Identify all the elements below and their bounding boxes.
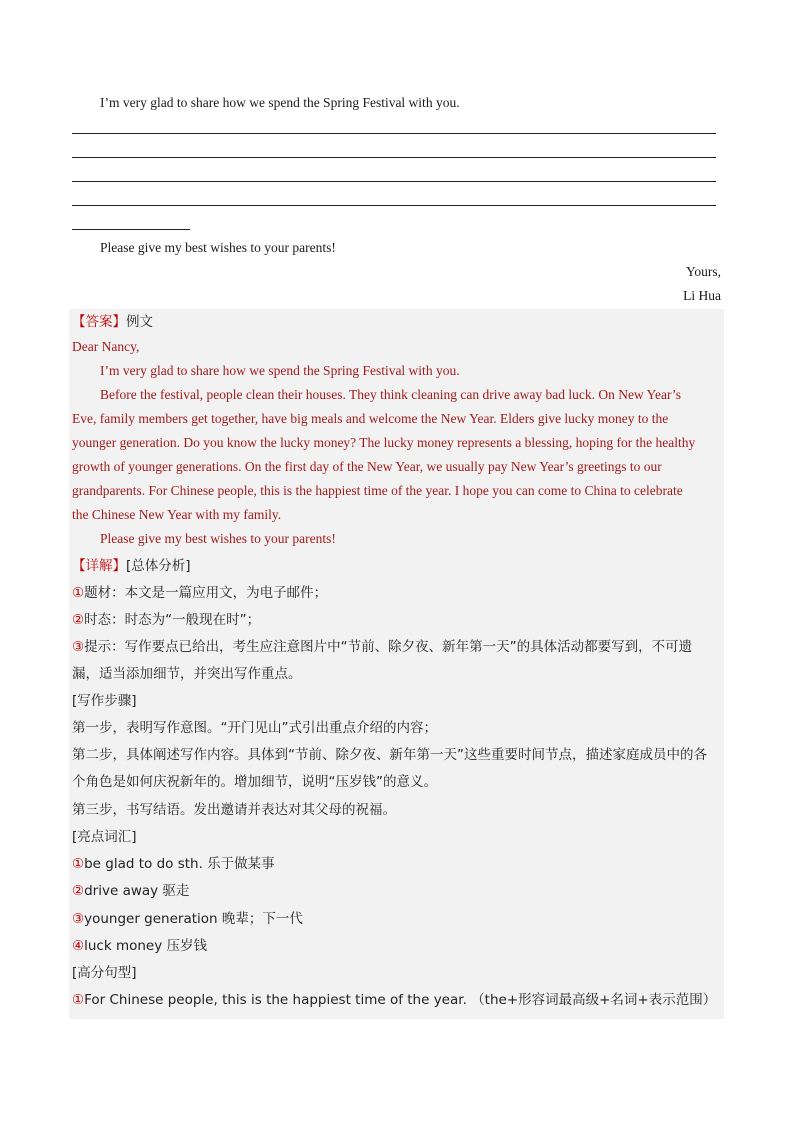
opening-line: I’m very glad to share how we spend the Spring Festival with you. [100,95,460,110]
step-2: 第二步，具体阐述写作内容。具体到“节前、除夕夜、新年第一天”这些重要时间节点，描述家庭成员中的各 [72,747,707,763]
essay-line: Before the festival, people clean their houses. They think cleaning can drive away bad luck. On New Year’s [100,387,681,402]
sign-off: Yours, [685,264,721,279]
salutation: Dear Nancy, [72,339,140,354]
vocab-item [72,933,207,959]
writing-line [72,133,716,134]
essay-line: grandparents. For Chinese people, this is the happiest time of the year. I hope you can come to China to celebrate [72,483,683,498]
analysis-text: 提示：写作要点已给出，考生应注意图片中“节前、除夕夜、新年第一天”的具体活动都要写到，不可遗 [84,639,693,655]
analysis-text: 时态：时态为“一般现在时”； [84,612,261,628]
closing-line: Please give my best wishes to your parents! [100,240,336,255]
number-marker: ③ [72,639,85,655]
number-marker: ② [72,883,85,899]
number-marker: ④ [72,938,85,954]
number-marker: ③ [72,911,85,927]
number-marker: ① [72,856,85,872]
writing-line [72,181,716,182]
writing-line-short [72,229,190,230]
signature: Li Hua [683,288,721,303]
vocab-heading: [亮点词汇] [72,829,137,845]
sentence-item [72,987,716,1013]
vocab-item [72,878,189,904]
number-marker: ① [72,992,85,1008]
writing-line [72,205,716,206]
analysis-item [72,634,692,660]
essay-line: Please give my best wishes to your parents! [100,531,336,546]
explanation-tag: 【详解】 [72,558,126,574]
vocab-text: younger generation 晚辈；下一代 [84,911,303,927]
number-marker: ② [72,612,85,628]
step-3: 第三步，书写结语。发出邀请并表达对其父母的祝福。 [72,802,396,818]
analysis-continuation: 漏，适当添加细节，并突出写作重点。 [72,666,302,682]
vocab-text: be glad to do sth. 乐于做某事 [84,856,275,872]
vocab-item [72,906,303,932]
explanation-heading [72,553,191,579]
essay-line: younger generation. Do you know the lucky money? The lucky money represents a blessing, hoping for the healthy [72,435,696,450]
sentence-heading: [高分句型] [72,965,137,981]
writing-line [72,157,716,158]
steps-heading: [写作步骤] [72,693,137,709]
analysis-text: 题材：本文是一篇应用文，为电子邮件； [84,585,328,601]
vocab-text: luck money 压岁钱 [84,938,208,954]
essay-line: I’m very glad to share how we spend the Spring Festival with you. [100,363,460,378]
essay-line: the Chinese New Year with my family. [72,507,282,522]
sentence-text: For Chinese people, this is the happiest time of the year. （the+形容词最高级+名词+表示范围） [84,992,717,1008]
answer-tag: 【答案】 [72,314,126,330]
analysis-item [72,580,327,606]
step-2-continuation: 个角色是如何庆祝新年的。增加细节，说明“压岁钱”的意义。 [72,774,437,790]
answer-heading [72,309,153,335]
essay-line: Eve, family members get together, have big meals and welcome the New Year. Elders give lucky money to the [72,411,669,426]
explanation-tag-text: [总体分析] [126,558,191,574]
vocab-text: drive away 驱走 [84,883,190,899]
number-marker: ① [72,585,85,601]
answer-tag-text: 例文 [126,314,153,330]
analysis-item [72,607,260,633]
vocab-item [72,851,275,877]
step-1: 第一步，表明写作意图。“开门见山”式引出重点介绍的内容； [72,720,437,736]
essay-line: growth of younger generations. On the first day of the New Year, we usually pay New Year’s greetings to our [72,459,662,474]
